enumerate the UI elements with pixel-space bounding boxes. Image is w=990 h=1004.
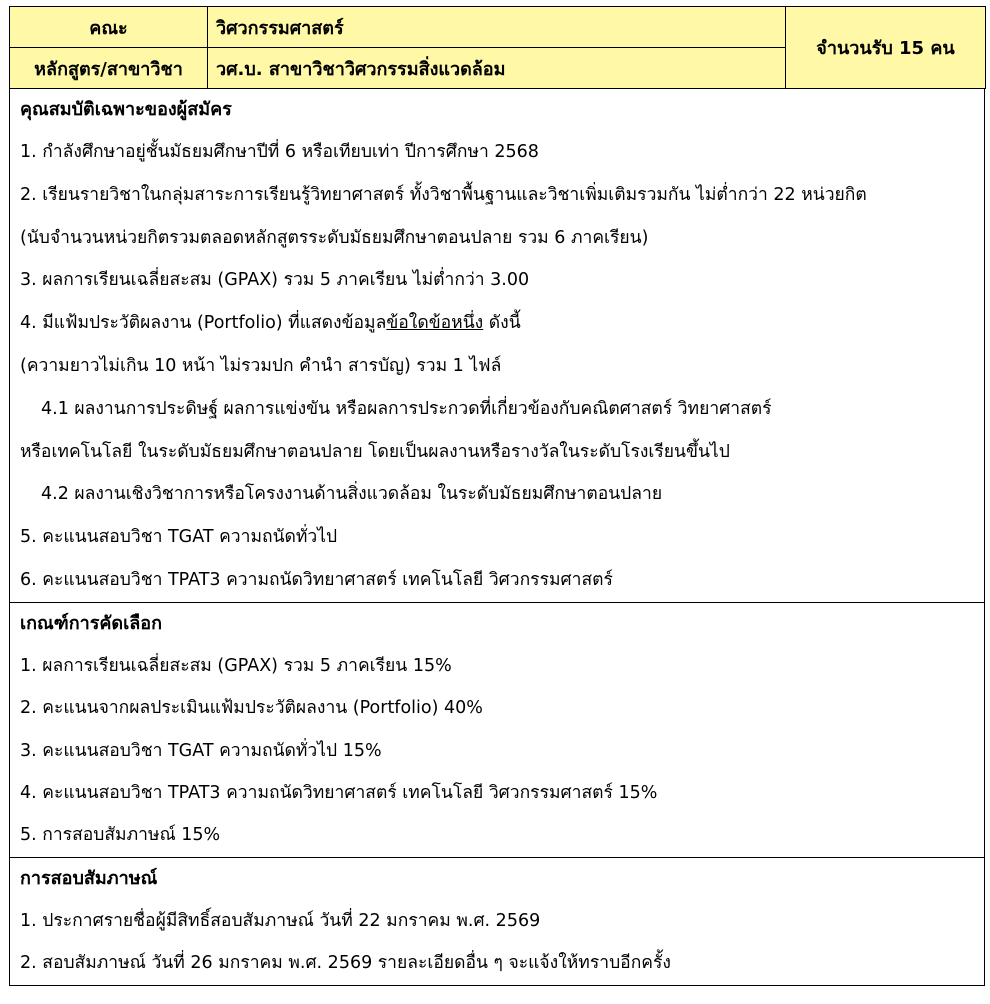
interview-item: 2. สอบสัมภาษณ์ วันที่ 26 มกราคม พ.ศ. 2569 รายละเอียดอื่น ๆ จะแจ้งให้ทราบอีกครั้ง [20, 953, 671, 974]
qualification-item: 1. กำลังศึกษาอยู่ชั้นมัธยมศึกษาปีที่ 6 หรือเทียบเท่า ปีการศึกษา 2568 [20, 142, 539, 162]
quota-cell: จำนวนรับ 15 คน [786, 7, 986, 89]
faculty-value: วิศวกรรมศาสตร์ [208, 7, 786, 48]
qualification-item [20, 302, 984, 345]
qualification-subitem: 4.1 ผลงานการประดิษฐ์ ผลการแข่งขัน หรือผลการประกวดที่เกี่ยวข้องกับคณิตศาสตร์ วิทยาศาสตร์ [41, 398, 772, 419]
qualification-note: (นับจำนวนหน่วยกิตรวมตลอดหลักสูตรระดับมัธยมศึกษาตอนปลาย รวม 6 ภาคเรียน) [20, 227, 649, 248]
criteria-item: 3. คะแนนสอบวิชา TGAT ความถนัดทั่วไป 15% [20, 740, 382, 761]
program-value: วศ.บ. สาขาวิชาวิศวกรรมสิ่งแวดล้อม [208, 48, 786, 89]
faculty-label: คณะ [10, 7, 208, 48]
interview-item: 1. ประกาศรายชื่อผู้มีสิทธิ์สอบสัมภาษณ์ วันที่ 22 มกราคม พ.ศ. 2569 [20, 910, 541, 931]
program-header-table [9, 6, 986, 89]
criteria-item: 1. ผลการเรียนเฉลี่ยสะสม (GPAX) รวม 5 ภาคเรียน 15% [20, 655, 452, 676]
criteria-item: 5. การสอบสัมภาษณ์ 15% [20, 825, 221, 846]
criteria-title: เกณฑ์การคัดเลือก [20, 612, 162, 634]
qualifications-title: คุณสมบัติเฉพาะของผู้สมัคร [20, 99, 232, 120]
qualifications-section [9, 89, 985, 603]
qualification-item: 3. ผลการเรียนเฉลี่ยสะสม (GPAX) รวม 5 ภาคเรียน ไม่ต่ำกว่า 3.00 [20, 270, 530, 291]
qualification-item: 5. คะแนนสอบวิชา TGAT ความถนัดทั่วไป [20, 527, 338, 548]
qualification-item4-suffix: ดังนี้ [483, 313, 521, 334]
qualification-item: 6. คะแนนสอบวิชา TPAT3 ความถนัดวิทยาศาสตร์ เทคโนโลยี วิศวกรรมศาสตร์ [20, 569, 613, 590]
program-label: หลักสูตร/สาขาวิชา [10, 48, 208, 89]
qualification-item4-underline: ข้อใดข้อหนึ่ง [386, 313, 484, 334]
interview-title: การสอบสัมภาษณ์ [20, 867, 158, 889]
qualification-subitem: 4.2 ผลงานเชิงวิชาการหรือโครงงานด้านสิ่งแวดล้อม ในระดับมัธยมศึกษาตอนปลาย [41, 484, 663, 505]
qualification-item: 2. เรียนรายวิชาในกลุ่มสาระการเรียนรู้วิทยาศาสตร์ ทั้งวิชาพื้นฐานและวิชาเพิ่มเติมรวมกัน ไม่ต่ำกว่า 22 หน่วยกิต [20, 184, 867, 205]
criteria-item: 4. คะแนนสอบวิชา TPAT3 ความถนัดวิทยาศาสตร์ เทคโนโลยี วิศวกรรมศาสตร์ 15% [20, 782, 658, 803]
criteria-item: 2. คะแนนจากผลประเมินแฟ้มประวัติผลงาน (Portfolio) 40% [20, 698, 483, 719]
qualification-subitem-cont: หรือเทคโนโลยี ในระดับมัธยมศึกษาตอนปลาย โดยเป็นผลงานหรือรางวัลในระดับโรงเรียนขึ้นไป [20, 441, 730, 462]
qualification-item4-text: 4. มีแฟ้มประวัติผลงาน (Portfolio) ที่แสดงข้อมูล [20, 313, 387, 334]
interview-section [9, 858, 985, 986]
admission-document [9, 6, 985, 986]
criteria-section [9, 603, 985, 858]
qualification-note: (ความยาวไม่เกิน 10 หน้า ไม่รวมปก คำนำ สารบัญ) รวม 1 ไฟล์ [20, 355, 502, 376]
